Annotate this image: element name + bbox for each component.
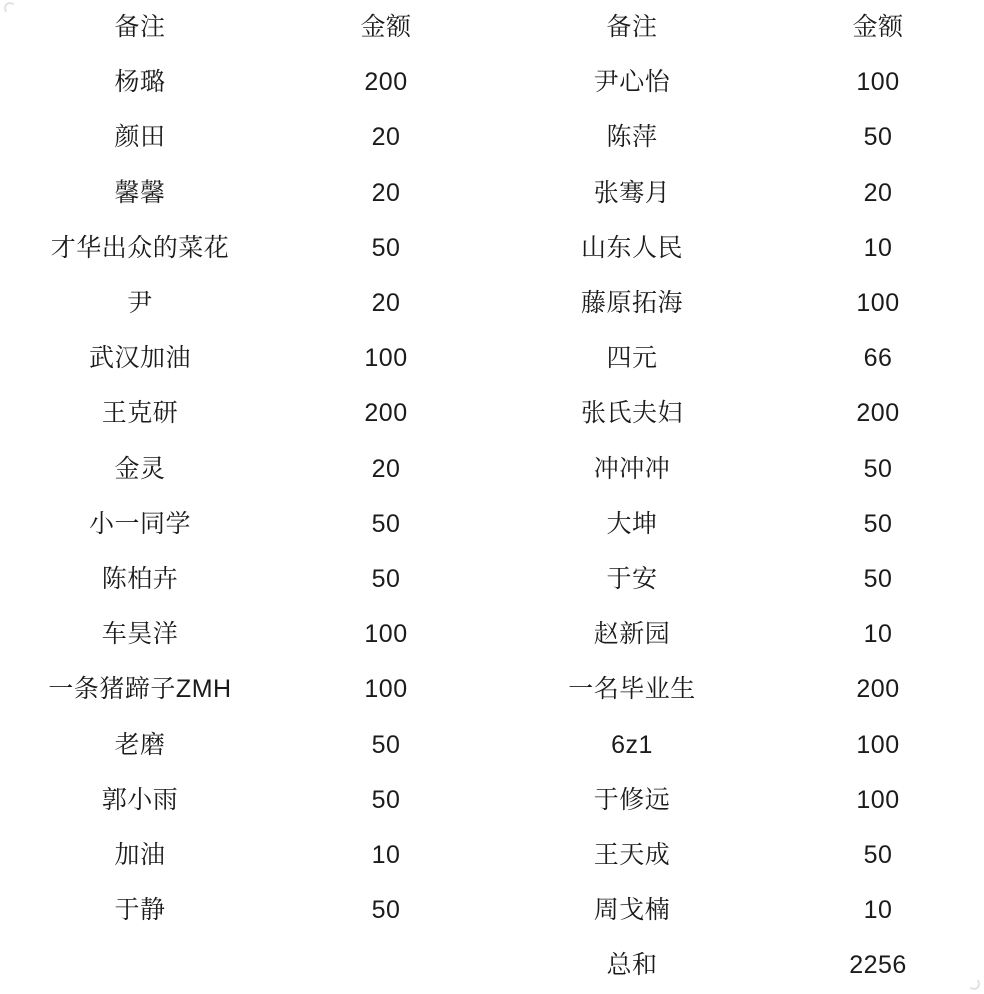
page-corner-mark-top-left [4,2,16,14]
cell-total-label: 总和 [606,951,658,980]
cell-amount-right: 100 [856,785,900,814]
table-row [0,166,984,221]
table-row [0,221,984,276]
cell-note-left: 加油 [114,841,166,870]
table-header [0,0,984,55]
cell-amount-left: 20 [371,289,401,318]
table-row [0,883,984,938]
cell-amount-left: 200 [364,399,408,428]
cell-note-left: 才华出众的菜花 [50,233,230,262]
cell-amount-right: 10 [863,896,893,925]
cell-note-left: 郭小雨 [101,785,179,814]
cell-note-left: 武汉加油 [88,344,191,373]
cell-amount-left: 50 [371,896,401,925]
cell-note-right: 6z1 [611,730,653,759]
table-header-row [0,0,984,55]
page-corner-mark-bottom-right [968,978,980,990]
cell-amount-left: 100 [364,620,408,649]
cell-amount-right: 50 [863,841,893,870]
cell-note-right: 大坤 [606,509,658,538]
cell-note-left: 陈柏卉 [101,565,179,594]
cell-amount-right: 66 [863,344,893,373]
cell-total-amount-left [280,938,492,993]
cell-amount-right: 200 [856,675,900,704]
cell-amount-right: 50 [863,509,893,538]
table-row [0,828,984,883]
cell-note-right: 赵新园 [593,620,671,649]
column-header-amount-left: 金额 [360,13,412,41]
cell-note-left: 小一同学 [88,509,191,538]
cell-note-left: 车昊洋 [101,620,179,649]
cell-note-right: 冲冲冲 [593,454,671,483]
cell-note-right: 四元 [606,344,658,373]
cell-amount-left: 50 [371,730,401,759]
cell-amount-left: 100 [364,675,408,704]
cell-note-left: 金灵 [114,454,166,483]
cell-note-left: 颜田 [114,123,166,152]
cell-note-right: 张氏夫妇 [580,399,683,428]
cell-amount-right: 100 [856,730,900,759]
cell-amount-left: 200 [364,68,408,97]
column-header-amount-right: 金额 [852,13,904,41]
column-header-note-right: 备注 [606,13,658,41]
cell-note-left: 馨馨 [114,178,166,207]
cell-amount-right: 50 [863,565,893,594]
table-row [0,55,984,110]
cell-amount-left: 50 [371,785,401,814]
table-row [0,442,984,497]
table-row [0,331,984,386]
cell-note-right: 张骞月 [593,178,671,207]
table-row [0,386,984,441]
cell-note-left: 王克研 [101,399,179,428]
cell-note-right: 一名毕业生 [568,675,696,704]
cell-note-right: 尹心怡 [593,68,671,97]
cell-amount-left: 20 [371,123,401,152]
cell-amount-left: 100 [364,344,408,373]
table-row [0,497,984,552]
table-row [0,110,984,165]
table-row [0,552,984,607]
cell-amount-right: 10 [863,620,893,649]
cell-note-left: 老磨 [114,730,166,759]
cell-note-right: 王天成 [593,841,671,870]
cell-amount-right: 100 [856,68,900,97]
cell-amount-right: 100 [856,289,900,318]
cell-total-note-left [0,938,280,993]
cell-amount-left: 20 [371,454,401,483]
cell-total-amount: 2256 [849,951,907,980]
cell-amount-right: 50 [863,123,893,152]
cell-amount-left: 10 [371,841,401,870]
table-total-row [0,938,984,993]
cell-note-right: 山东人民 [580,233,683,262]
cell-amount-right: 200 [856,399,900,428]
cell-amount-left: 50 [371,233,401,262]
table-row [0,773,984,828]
cell-note-right: 藤原拓海 [580,289,683,318]
cell-note-left: 一条猪蹄子ZMH [48,675,232,704]
cell-note-right: 周戈楠 [593,896,671,925]
cell-note-left: 尹 [127,289,153,318]
cell-note-right: 陈萍 [606,123,658,152]
cell-note-left: 于静 [114,896,166,925]
table-row [0,607,984,662]
cell-amount-right: 20 [863,178,893,207]
cell-note-left: 杨璐 [114,68,166,97]
cell-note-right: 于修远 [593,785,671,814]
column-header-note-left: 备注 [114,13,166,41]
table-row [0,718,984,773]
cell-amount-left: 50 [371,565,401,594]
cell-note-right: 于安 [606,565,658,594]
cell-amount-right: 10 [863,233,893,262]
table-row [0,662,984,717]
cell-amount-left: 50 [371,509,401,538]
table-body [0,55,984,993]
cell-amount-right: 50 [863,454,893,483]
cell-amount-left: 20 [371,178,401,207]
table-row [0,276,984,331]
